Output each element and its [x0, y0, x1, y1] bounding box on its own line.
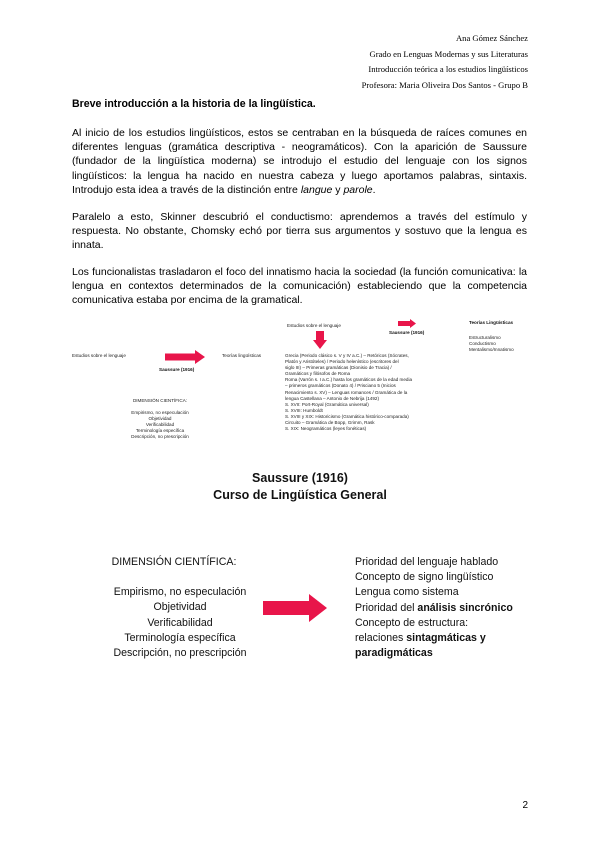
history-item: Renacimiento s. XV) – Lenguas romances / Gramática de la	[285, 389, 408, 395]
history-item: S. XIX: Neogramáticos (leyes fonéticas)	[285, 426, 367, 432]
diagram-saussure-mid: Saussure (1916)	[159, 367, 195, 372]
teoria-item: Mentalismo/Innatismo	[469, 347, 514, 352]
history-item: Circuito – Gramática de Bopp, Grimm, Rask	[285, 420, 375, 426]
slide-feature-text: Prioridad del	[355, 601, 418, 614]
header-degree: Grado en Lenguas Modernas y sus Literaturas	[369, 48, 528, 59]
history-item: Roma (Varrón s. I a.C.) hasta los gramáticos de la edad media	[285, 377, 413, 383]
document-header	[362, 31, 528, 93]
diagram-dim-item: Verificabilidad	[145, 422, 175, 427]
history-item: – primeros gramáticos (Donato 4) / Prisciano 5 (Inicios	[285, 383, 396, 389]
right-arrow-icon-small	[398, 319, 416, 328]
teoria-item: Conductismo	[469, 341, 496, 346]
paragraph-1-conj: y	[332, 183, 344, 196]
teoria-item: Estructuralismo	[469, 335, 501, 340]
diagram-dim-item: Descripción, no prescripción	[131, 434, 189, 439]
history-item: Platón y Aristóteles) / Periodo helenístico (escritores del	[285, 359, 399, 365]
history-item: Gramáticos y filósofos de Roma	[285, 371, 351, 377]
diagram-saussure-top: Saussure (1916)	[389, 330, 425, 335]
slide-dim-item: Empirismo, no especulación	[113, 586, 247, 599]
slide-dim-item: Terminología específica	[124, 631, 236, 644]
diagram-dim-item: Empirismo, no especulación	[131, 410, 189, 415]
diagram-estudios-lenguaje: Estudios sobre el lenguaje	[72, 353, 126, 358]
history-item: siglo III) – Primeras gramáticas (Dionisio de Tracia) /	[285, 365, 392, 371]
slide-features-list	[355, 555, 513, 661]
slide-dim-heading: DIMENSIÓN CIENTÍFICA:	[111, 556, 237, 568]
slide-feature: Concepto de estructura:	[355, 616, 469, 629]
history-item: lengua Castellana – Antonio de Nebrija (1492)	[285, 395, 379, 401]
paragraph-1-text: Al inicio de los estudios lingüísticos, estos se centraban en la búsqueda de raíces comunes en diferentes lenguas (gramática descriptiva - neogramáticos). Con la aparición de Saussure (fundador de la lingüística moderna) se introdujo el estudio del lenguaje con los signos lingüísticos: la lengua ha nacido en nuestra cabeza y luego aportamos palabras, sintaxis. Introdujo esta idea a través de la distinción entre	[72, 127, 527, 196]
diagram-dim-item: Terminología específica	[135, 428, 185, 433]
history-item: S. XVIII y XIX: Historicismo (Gramática histórico-comparada)	[285, 413, 409, 419]
slide-feature	[355, 601, 513, 616]
paragraph-1	[72, 126, 527, 197]
diagram-dim-title: DIMENSIÓN CIENTÍFICA:	[132, 398, 188, 403]
diagram-history-list	[285, 353, 412, 432]
diagram-dimension	[110, 398, 210, 440]
slide-feature	[355, 646, 513, 661]
history-item: Grecia (Periodo clásico s. V y IV a.C.) – Retóricos (Sócrates,	[285, 353, 409, 358]
slide-dim-item: Objetividad	[153, 601, 207, 614]
header-course: Introducción teórica a los estudios lingüísticos	[368, 64, 528, 74]
term-parole: parole	[343, 183, 373, 196]
page-title: Breve introducción a la historia de la lingüística.	[72, 98, 316, 110]
slide-dim-item: Verificabilidad	[147, 616, 213, 629]
diagram-teorias-mid: Teorías lingüísticas	[222, 353, 262, 358]
slide-feature: Prioridad del lenguaje hablado	[355, 556, 499, 568]
slide-title-line2: Curso de Lingüística General	[213, 488, 387, 502]
slide-feature	[355, 631, 513, 646]
slide-feature: Concepto de signo lingüístico	[355, 571, 494, 584]
term-langue: langue	[300, 183, 333, 196]
header-author: Ana Gómez Sánchez	[455, 33, 528, 43]
paragraph-2: Paralelo a esto, Skinner descubrió el conductismo: aprendemos a través del estímulo y respuesta. No obstante, Chomsky echó por tierra sus argumentos y sostuvo que la lengua es innata.	[72, 211, 527, 252]
right-arrow-icon-large	[263, 594, 327, 622]
diagram-teorias-list	[469, 335, 514, 353]
slide-feature-bold: paradigmáticas	[355, 647, 433, 660]
slide-dim-item: Descripción, no prescripción	[113, 647, 247, 660]
header-professor: Profesora: Maria Oliveira Dos Santos - Grupo B	[361, 79, 528, 90]
slide-dimension-list	[100, 555, 260, 661]
paragraph-1-end: .	[372, 183, 376, 196]
down-arrow-icon	[313, 331, 327, 349]
slide-feature-bold: sintagmáticas y	[406, 632, 486, 645]
slide-feature: Lengua como sistema	[355, 586, 459, 599]
paragraph-3: Los funcionalistas trasladaron el foco del innatismo hacia la sociedad (la función comunicativa: la lengua en contextos determinados de la comunicación) estableciendo que la competencia comunicativa estaba por encima de la gramatical.	[72, 266, 527, 307]
history-item: S. XVIII: Humboldt	[285, 407, 323, 413]
slide-feature-text: relaciones	[355, 632, 407, 645]
slide-feature-bold: análisis sincrónico	[417, 601, 513, 614]
slide-title-line1: Saussure (1916)	[252, 471, 348, 485]
history-item: S. XVII: Port-Royal (Gramática universal)	[285, 401, 369, 407]
right-arrow-icon-mid	[165, 350, 205, 364]
diagram-teorias-heading: Teorías Lingüísticas	[469, 320, 514, 325]
diagram-estudios-label: Estudios sobre el lenguaje	[287, 323, 341, 328]
slide-title	[0, 470, 600, 504]
diagram-dim-item: Objetividad	[148, 416, 172, 421]
page-number: 2	[522, 800, 528, 811]
